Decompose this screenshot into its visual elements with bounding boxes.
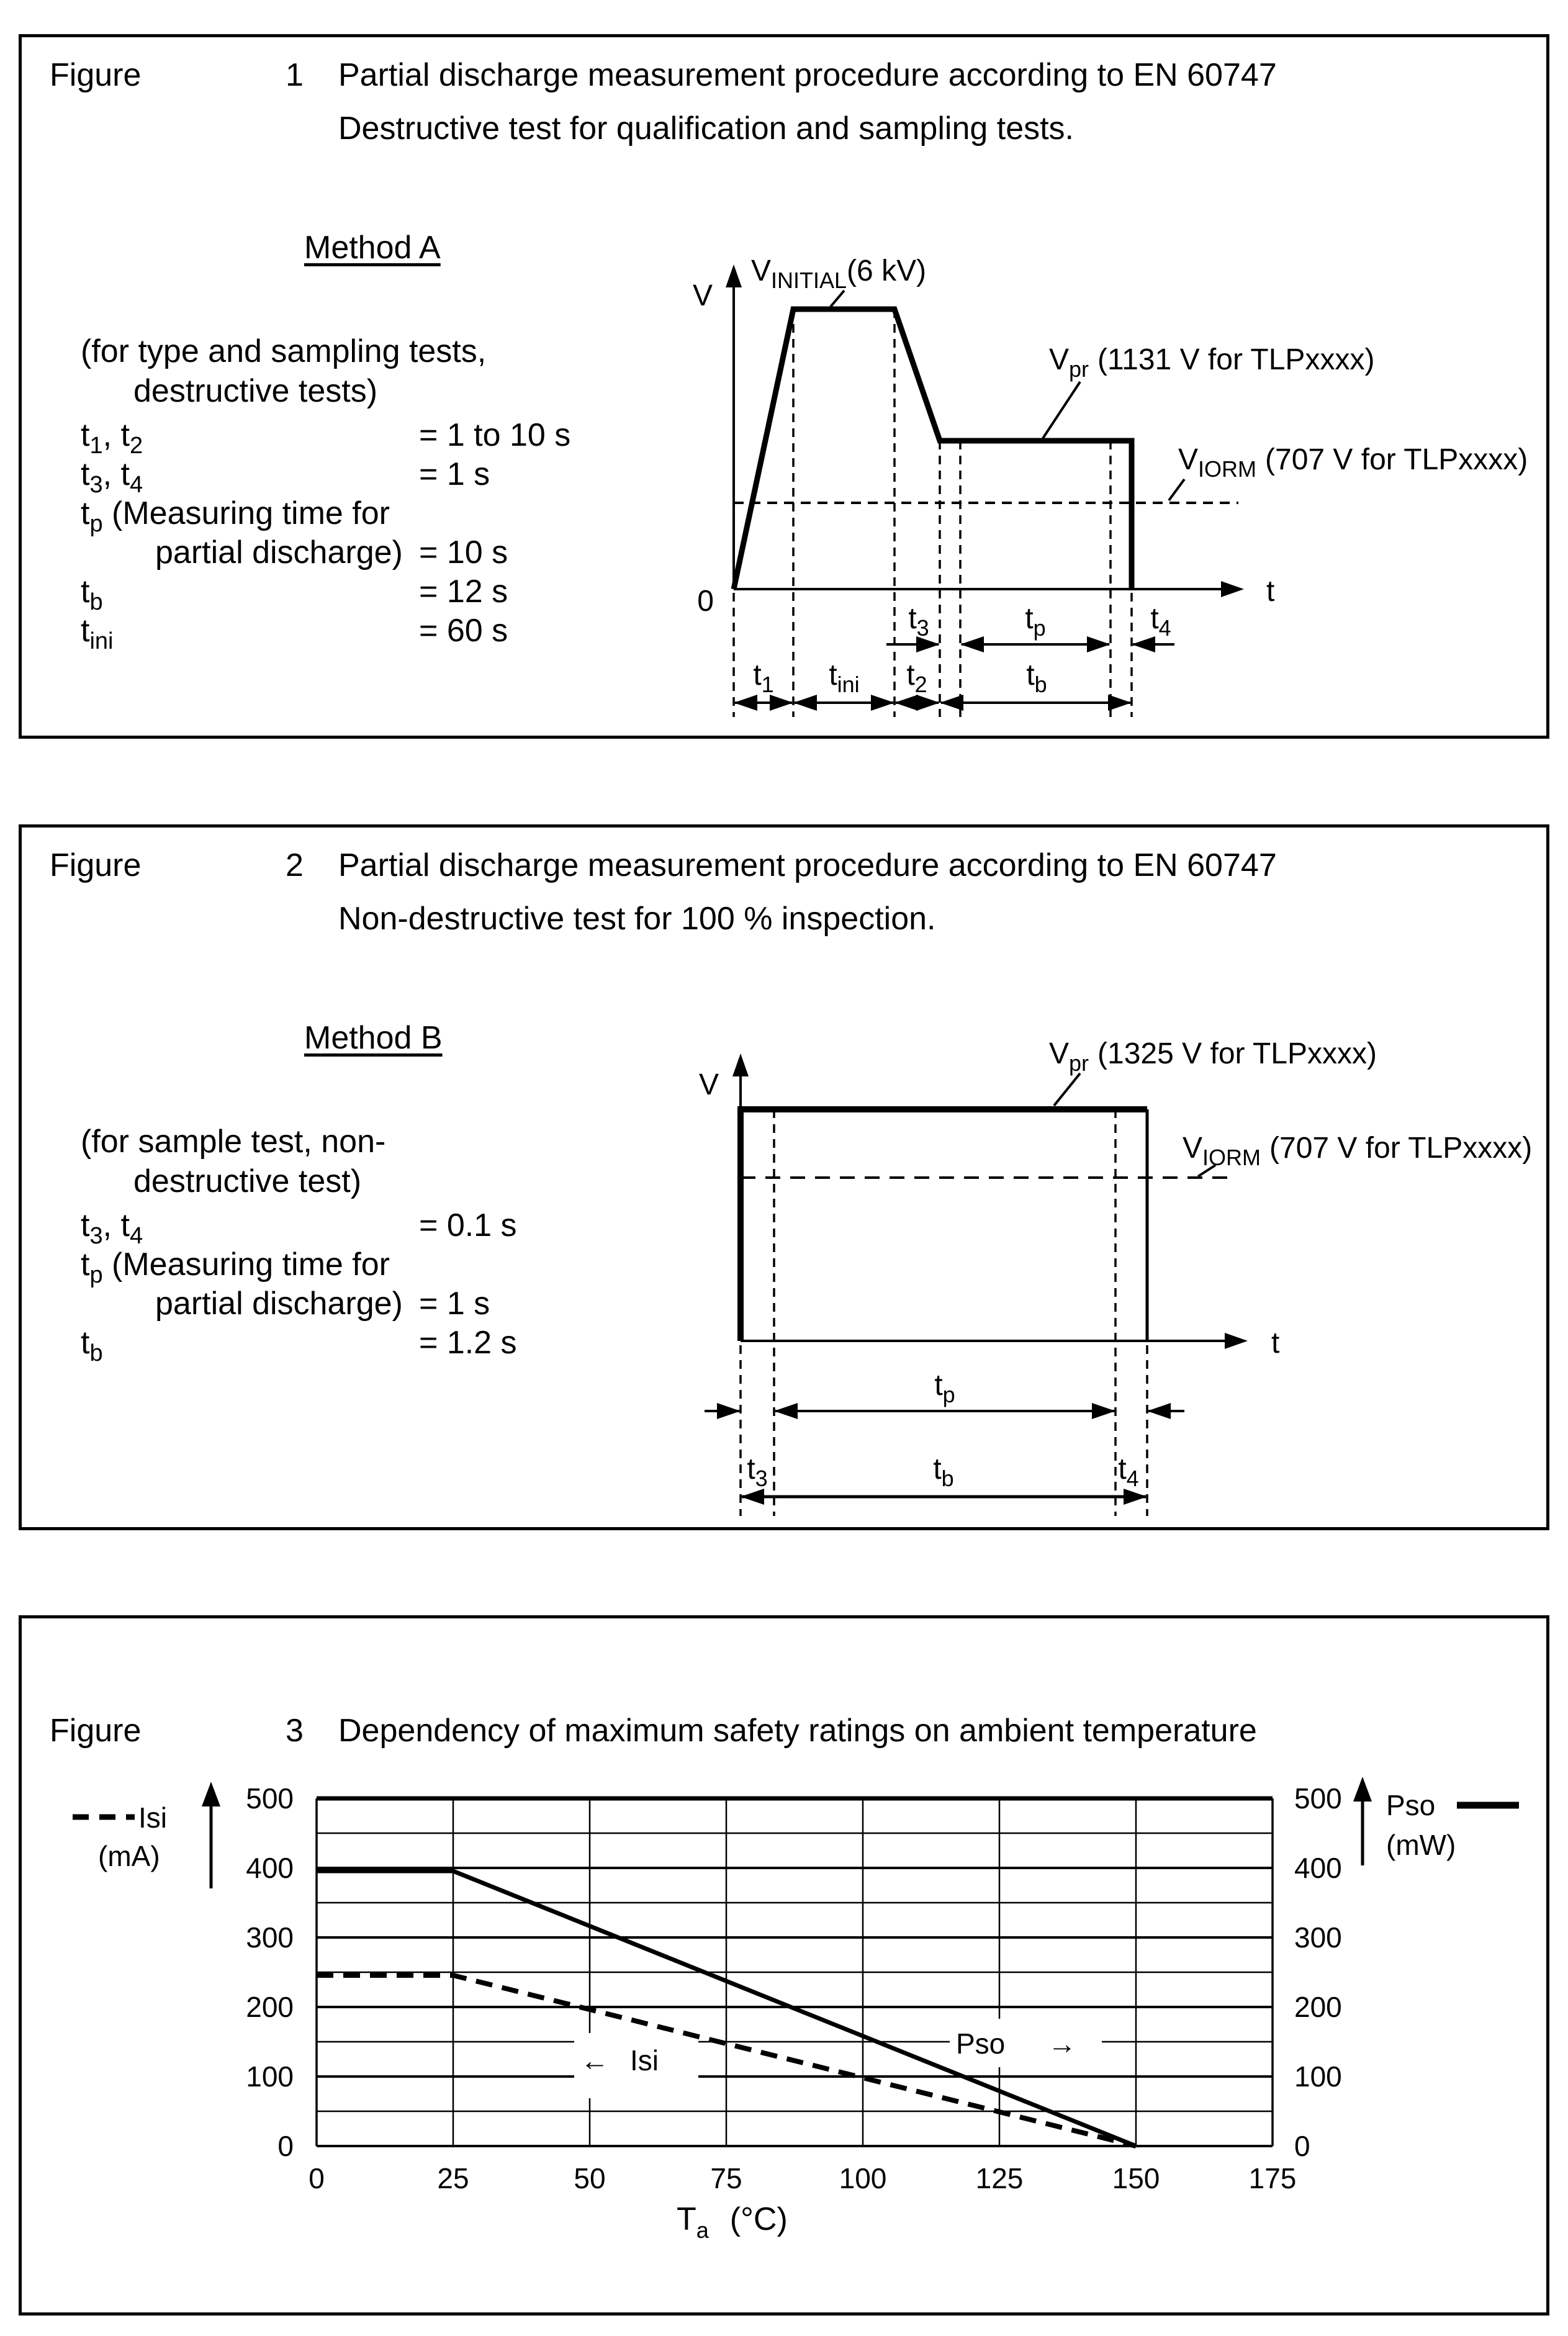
figure3-chart <box>25 1751 1543 2309</box>
param-value: = 1 s <box>419 1286 490 1322</box>
tp-dim-label: tp <box>934 1369 955 1407</box>
v-iorm-leader-line <box>1169 479 1184 500</box>
figure2-title-line2: Non-destructive test for 100 % inspection. <box>338 901 936 937</box>
origin-label: 0 <box>697 585 714 618</box>
figure2-method-heading: Method B <box>304 1020 443 1056</box>
param-label: $t_p$ (Measuring time for <box>81 495 390 537</box>
v-axis-arrow-icon <box>732 1053 749 1076</box>
t4-dim-label: t4 <box>1150 602 1171 641</box>
figure1-frame <box>19 34 1549 739</box>
t-axis-label: t <box>1271 1327 1280 1360</box>
figure1-scope-line2: destructive tests) <box>133 373 378 409</box>
pso-legend-label: Pso <box>1386 1789 1436 1821</box>
y-tick-left: 300 <box>246 1921 294 1954</box>
v-pr-label: Vpr (1131 V for TLPxxxx) <box>1049 343 1375 382</box>
figure2-frame <box>19 824 1549 1530</box>
v-pr-leader-line <box>1054 1073 1080 1106</box>
t4-dim-label: t4 <box>1118 1453 1139 1491</box>
figure2-number: 2 <box>286 847 304 883</box>
y-tick-right: 300 <box>1294 1921 1342 1954</box>
figure2-waveform-diagram <box>646 1027 1546 1524</box>
param-label: $t_3$, $t_4$ <box>81 1207 143 1249</box>
x-tick: 75 <box>710 2162 742 2194</box>
param-label: $t_3$, $t_4$ <box>81 456 143 498</box>
x-tick: 125 <box>975 2162 1024 2194</box>
t-axis-label: t <box>1266 575 1275 608</box>
param-label: $t_p$ (Measuring time for <box>81 1247 390 1288</box>
figure1-title-line1: Partial discharge measurement procedure according to EN 60747 <box>338 57 1277 93</box>
figure3-label: Figure <box>50 1713 142 1749</box>
t3-dim-label: t3 <box>908 602 929 641</box>
y-tick-left: 500 <box>246 1782 294 1815</box>
figure1-number: 1 <box>286 57 304 93</box>
param-value: = 10 s <box>419 534 508 570</box>
param-label: $t_{ini}$ <box>81 613 114 654</box>
v-iorm-label: VIORM (707 V for TLPxxxx) <box>1183 1132 1533 1170</box>
param-label: partial discharge) <box>155 1286 403 1322</box>
param-value: = 1 s <box>419 456 490 492</box>
figure1-method-heading: Method A <box>304 230 441 266</box>
isi-annotation-label: Isi <box>630 2044 659 2077</box>
figure3-number: 3 <box>286 1713 304 1749</box>
param-label: $t_1$, $t_2$ <box>81 417 143 459</box>
t1-dim-label: t1 <box>753 659 774 697</box>
v-iorm-label: VIORM (707 V for TLPxxxx) <box>1178 443 1528 482</box>
isi-legend-label: Isi <box>138 1802 167 1834</box>
figure2-label: Figure <box>50 847 142 883</box>
y-tick-left: 0 <box>277 2130 294 2162</box>
v-pr-leader-line <box>1043 382 1080 438</box>
x-tick: 100 <box>839 2162 887 2194</box>
v-axis-label: V <box>692 279 713 312</box>
t-axis-arrow-icon <box>1225 1333 1248 1349</box>
isi-legend-unit: (mA) <box>98 1840 160 1872</box>
figure2-scope-line1: (for sample test, non- <box>81 1124 386 1160</box>
pso-legend-unit: (mW) <box>1386 1829 1456 1861</box>
y-tick-right: 100 <box>1294 2060 1342 2093</box>
y-tick-right: 0 <box>1294 2130 1310 2162</box>
v-axis-label: V <box>698 1068 719 1101</box>
y-tick-right: 500 <box>1294 1782 1342 1815</box>
param-value: = 12 s <box>419 574 508 610</box>
figure2-title-line1: Partial discharge measurement procedure according to EN 60747 <box>338 847 1277 883</box>
y-tick-right: 200 <box>1294 1991 1342 2023</box>
right-axis-up-arrowhead-icon <box>1353 1777 1372 1802</box>
tini-dim-label: tini <box>829 659 860 697</box>
chart-annotations <box>574 2019 1102 2098</box>
figure1-scope-line1: (for type and sampling tests, <box>81 333 487 369</box>
x-axis-title: Ta (°C) <box>677 2201 788 2243</box>
t2-dim-label: t2 <box>906 659 927 697</box>
tb-dim-label: tb <box>1026 659 1047 697</box>
param-value: = 60 s <box>419 613 508 649</box>
figure1-title-line2: Destructive test for qualification and sampling tests. <box>338 110 1075 147</box>
chart-grid <box>246 1782 1342 2194</box>
t-axis-arrow-icon <box>1221 581 1244 597</box>
x-tick: 150 <box>1112 2162 1160 2194</box>
v-pr-label: Vpr (1325 V for TLPxxxx) <box>1049 1037 1377 1076</box>
x-tick: 175 <box>1248 2162 1297 2194</box>
tb-dim-label: tb <box>933 1453 954 1491</box>
pso-annotation-label: Pso <box>956 2027 1006 2060</box>
isi-annotation-arrow-icon: ← <box>580 2044 609 2077</box>
y-tick-left: 200 <box>246 1991 294 2023</box>
tp-dim-label: tp <box>1025 602 1046 641</box>
param-value: = 1 to 10 s <box>419 417 571 453</box>
v-initial-label: VINITIAL(6 kV) <box>751 255 927 293</box>
x-tick: 50 <box>574 2162 606 2194</box>
v-axis-arrow-icon <box>726 264 742 287</box>
param-label: $t_b$ <box>81 1325 103 1366</box>
y-tick-left: 400 <box>246 1852 294 1884</box>
x-tick: 0 <box>309 2162 325 2194</box>
figure1-label: Figure <box>50 57 142 93</box>
figure1-waveform-diagram <box>646 236 1546 726</box>
x-tick: 25 <box>437 2162 469 2194</box>
y-tick-right: 400 <box>1294 1852 1342 1884</box>
construction-dashed-lines <box>741 1109 1147 1516</box>
t3-dim-label: t3 <box>747 1453 768 1491</box>
param-value: = 0.1 s <box>419 1207 517 1243</box>
param-value: = 1.2 s <box>419 1325 517 1361</box>
pso-annotation-arrow-icon: → <box>1048 2027 1076 2060</box>
left-axis-up-arrowhead-icon <box>202 1782 220 1806</box>
param-label: $t_b$ <box>81 574 103 615</box>
figure3-title: Dependency of maximum safety ratings on ambient temperature <box>338 1713 1257 1749</box>
figure3-frame <box>19 1615 1549 2316</box>
figure2-scope-line2: destructive test) <box>133 1163 362 1199</box>
y-tick-left: 100 <box>246 2060 294 2093</box>
param-label: partial discharge) <box>155 534 403 570</box>
